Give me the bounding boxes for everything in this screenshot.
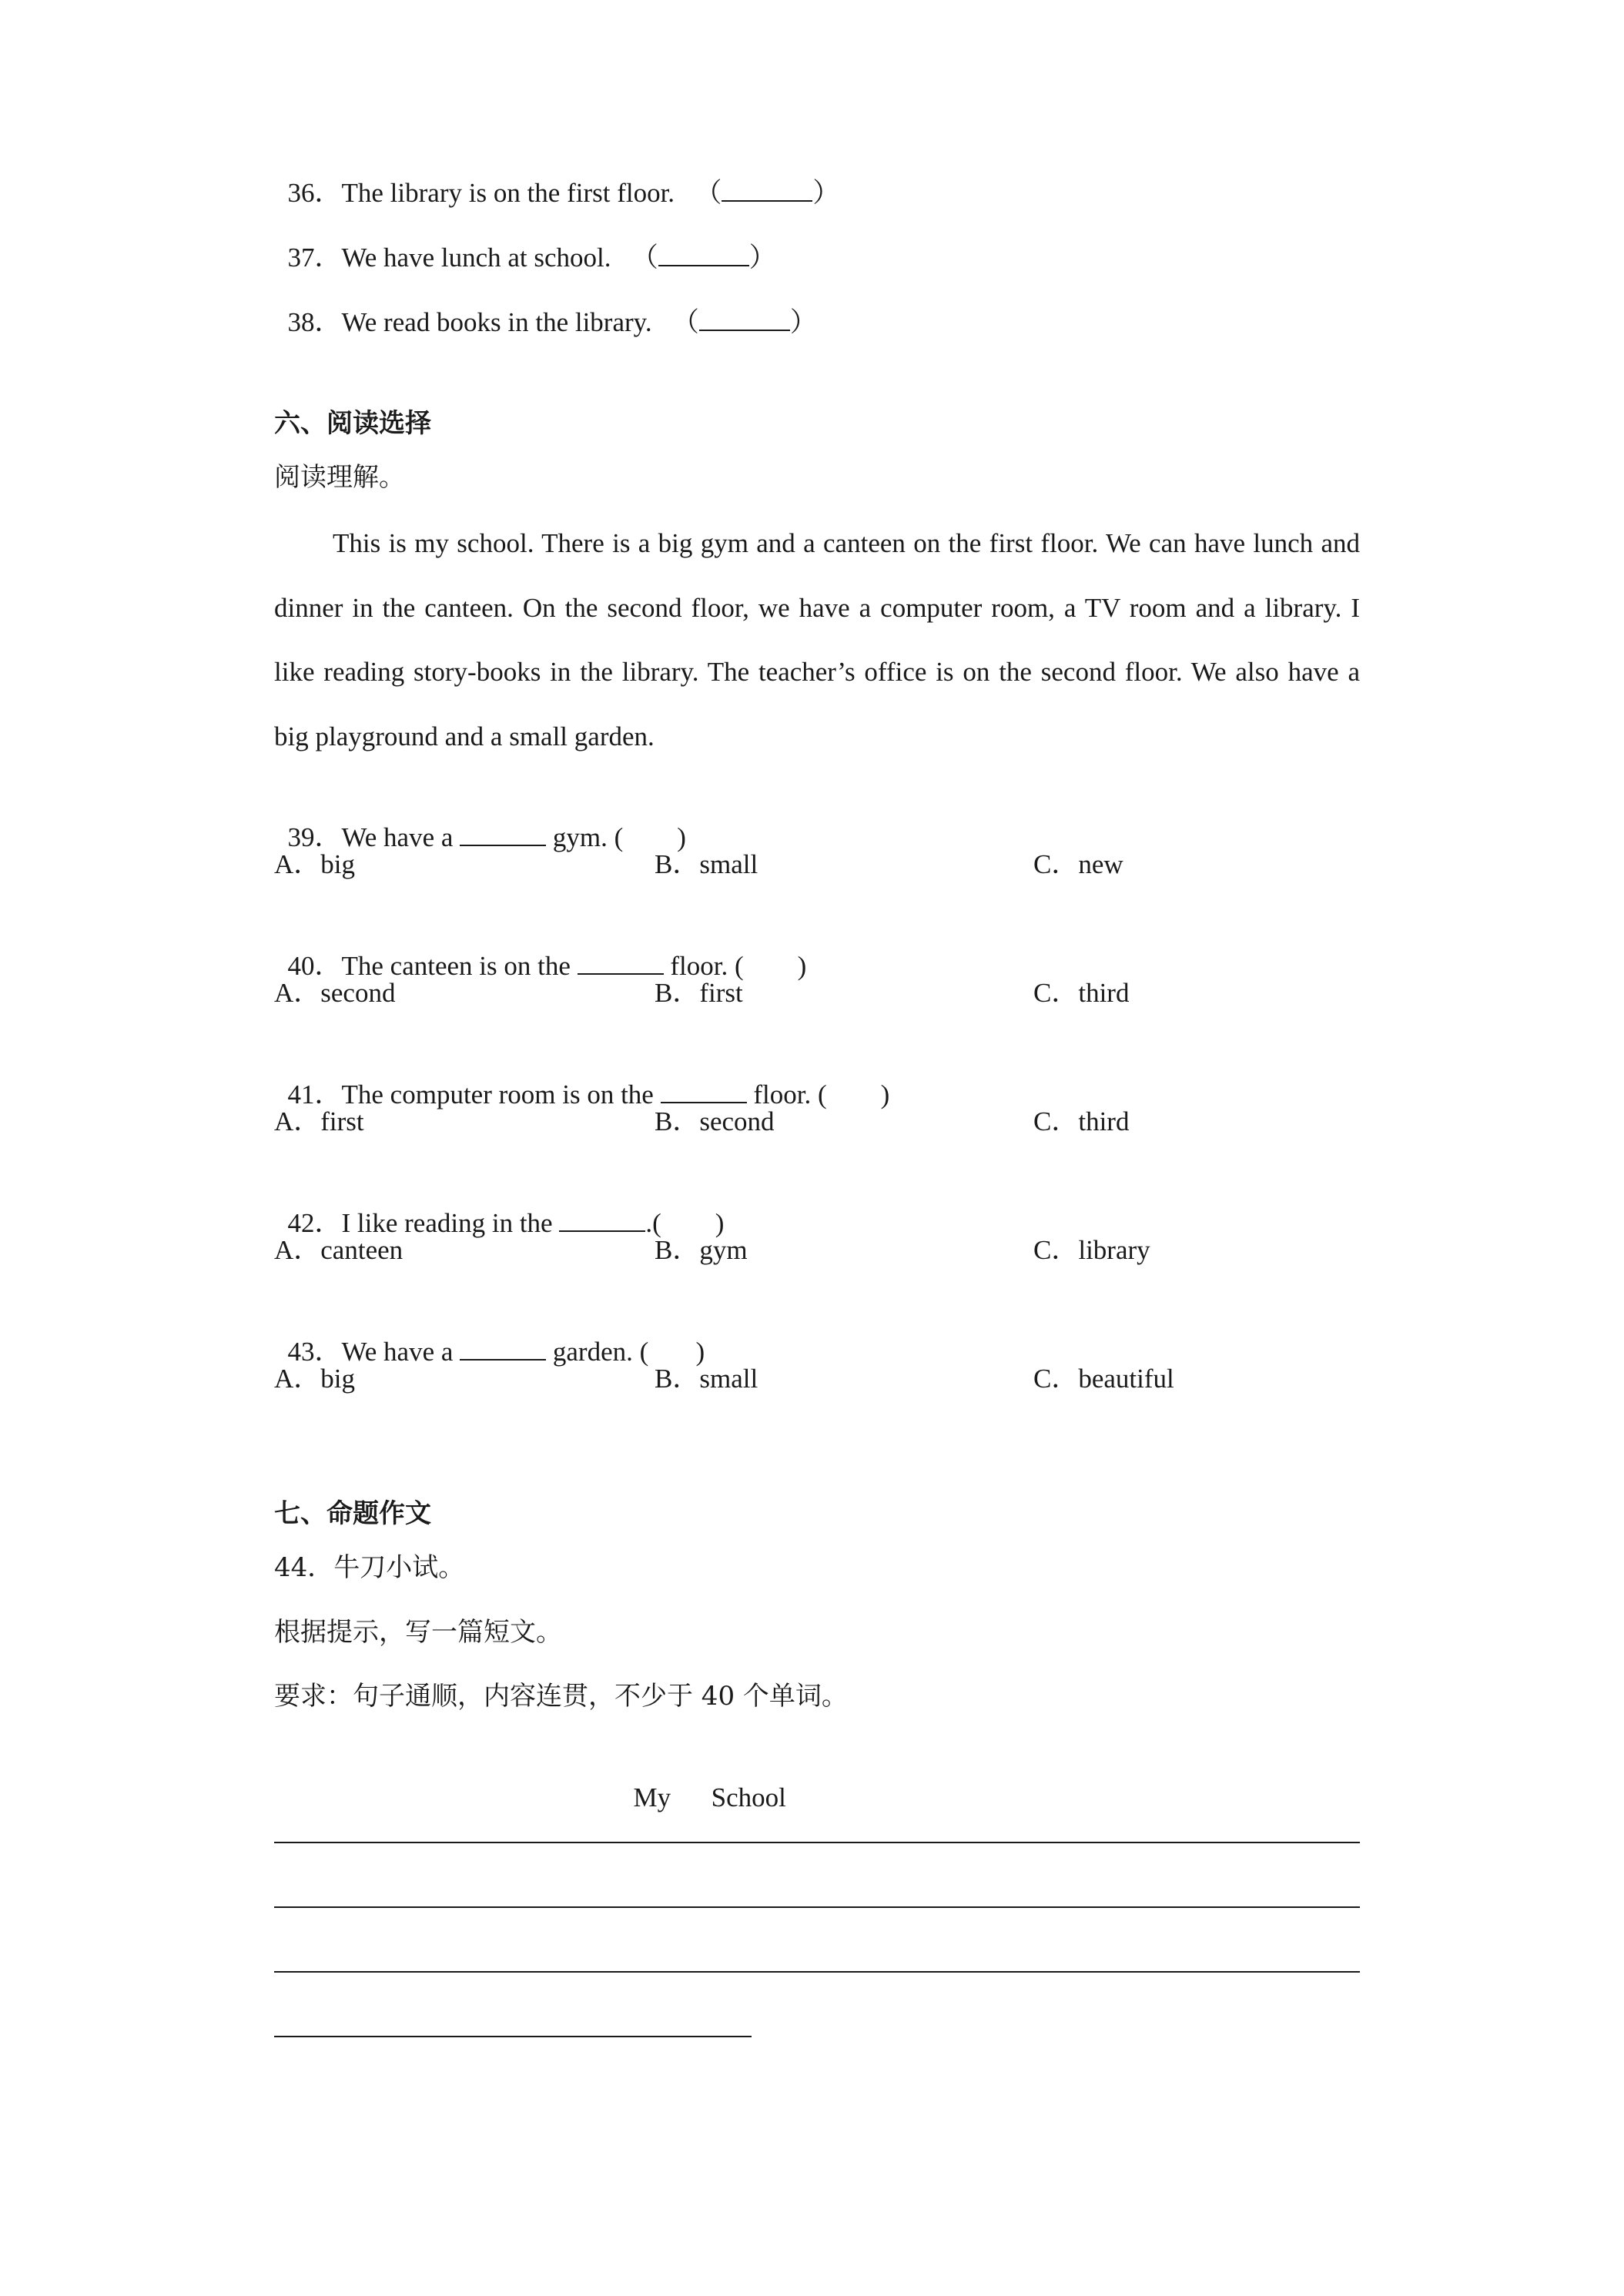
question-39 — [274, 782, 686, 856]
title-word-school: School — [711, 1782, 786, 1812]
writing-line[interactable] — [274, 1971, 1360, 1973]
section-7-heading: 七、命题作文 — [274, 1498, 431, 1529]
composition-title — [620, 1742, 786, 1816]
option-a[interactable]: A．second — [274, 978, 396, 1008]
question-text-after: floor. ( — [670, 951, 744, 981]
question-36 — [274, 137, 839, 212]
question-38 — [274, 266, 817, 341]
question-text: We read books in the library. — [341, 307, 652, 337]
option-c[interactable]: C．new — [1033, 849, 1123, 879]
title-word-my: My — [633, 1782, 671, 1812]
question-number: 39． — [287, 822, 342, 852]
question-text-after: .( — [645, 1208, 661, 1238]
fill-blank[interactable] — [559, 1204, 645, 1232]
question-42 — [274, 1167, 724, 1242]
open-paren: （ — [695, 178, 722, 208]
option-a[interactable]: A．first — [274, 1106, 364, 1136]
question-43 — [274, 1296, 705, 1371]
reading-passage: This is my school. There is a big gym and a canteen on the first floor. We can have lunch and dinner in the canteen. On the second floor, we have a computer room, a TV room and a library. I like reading story-books in the library. The teacher’s office is on the second floor. We also have a big playground and a small garden. — [274, 528, 1360, 751]
writing-line[interactable] — [274, 1906, 1360, 1908]
close-paren: ） — [748, 243, 776, 273]
answer-blank[interactable] — [699, 303, 790, 331]
writing-line[interactable] — [274, 2036, 752, 2037]
question-number: 37． — [287, 243, 342, 273]
close-paren: ) — [880, 1079, 890, 1110]
option-c[interactable]: C．third — [1033, 978, 1130, 1008]
question-text-after: floor. ( — [753, 1079, 827, 1110]
option-b[interactable]: B．small — [655, 1364, 758, 1394]
option-b[interactable]: B．second — [655, 1106, 775, 1136]
option-b[interactable]: B．gym — [655, 1235, 748, 1265]
composition-prompt: 根据提示，写一篇短文。 — [274, 1617, 562, 1648]
question-text-before: I like reading in the — [341, 1208, 553, 1238]
question-text-before: We have a — [341, 822, 454, 852]
fill-blank[interactable] — [578, 947, 664, 975]
question-37 — [274, 202, 776, 276]
option-a[interactable]: A．big — [274, 849, 356, 879]
option-a[interactable]: A．big — [274, 1364, 356, 1394]
option-c[interactable]: C．library — [1033, 1235, 1150, 1265]
close-paren: ) — [715, 1208, 725, 1238]
fill-blank[interactable] — [661, 1076, 747, 1103]
option-b[interactable]: B．small — [655, 849, 758, 879]
option-b[interactable]: B．first — [655, 978, 743, 1008]
option-c[interactable]: C．beautiful — [1033, 1364, 1174, 1394]
option-c[interactable]: C．third — [1033, 1106, 1130, 1136]
question-41 — [274, 1039, 889, 1113]
fill-blank[interactable] — [460, 818, 546, 846]
question-text-before: The computer room is on the — [341, 1079, 654, 1110]
fill-blank[interactable] — [460, 1333, 546, 1361]
section-6-heading: 六、阅读选择 — [274, 408, 431, 439]
question-text-after: gym. ( — [552, 822, 624, 852]
question-text-after: garden. ( — [552, 1337, 649, 1367]
open-paren: （ — [671, 307, 699, 337]
question-number: 42． — [287, 1208, 342, 1238]
open-paren: （ — [631, 243, 658, 273]
close-paren: ） — [812, 178, 840, 208]
close-paren: ) — [797, 951, 807, 981]
question-number: 36． — [287, 178, 342, 208]
answer-blank[interactable] — [658, 239, 749, 266]
question-40 — [274, 910, 806, 985]
question-44: 44．牛刀小试。 — [274, 1552, 465, 1583]
question-text-before: The canteen is on the — [341, 951, 571, 981]
question-text-before: We have a — [341, 1337, 454, 1367]
section-6-instruction: 阅读理解。 — [274, 462, 405, 493]
writing-line[interactable] — [274, 1842, 1360, 1843]
composition-requirement: 要求：句子通顺，内容连贯，不少于 40 个单词。 — [274, 1681, 848, 1712]
question-number: 43． — [287, 1337, 342, 1367]
question-text: The library is on the first floor. — [341, 178, 675, 208]
close-paren: ) — [677, 822, 686, 852]
close-paren: ） — [789, 307, 817, 337]
option-a[interactable]: A．canteen — [274, 1235, 403, 1265]
question-number: 38． — [287, 307, 342, 337]
question-number: 41． — [287, 1079, 342, 1110]
question-text: We have lunch at school. — [341, 243, 611, 273]
question-number: 40． — [287, 951, 342, 981]
close-paren: ) — [695, 1337, 705, 1367]
answer-blank[interactable] — [722, 174, 812, 202]
